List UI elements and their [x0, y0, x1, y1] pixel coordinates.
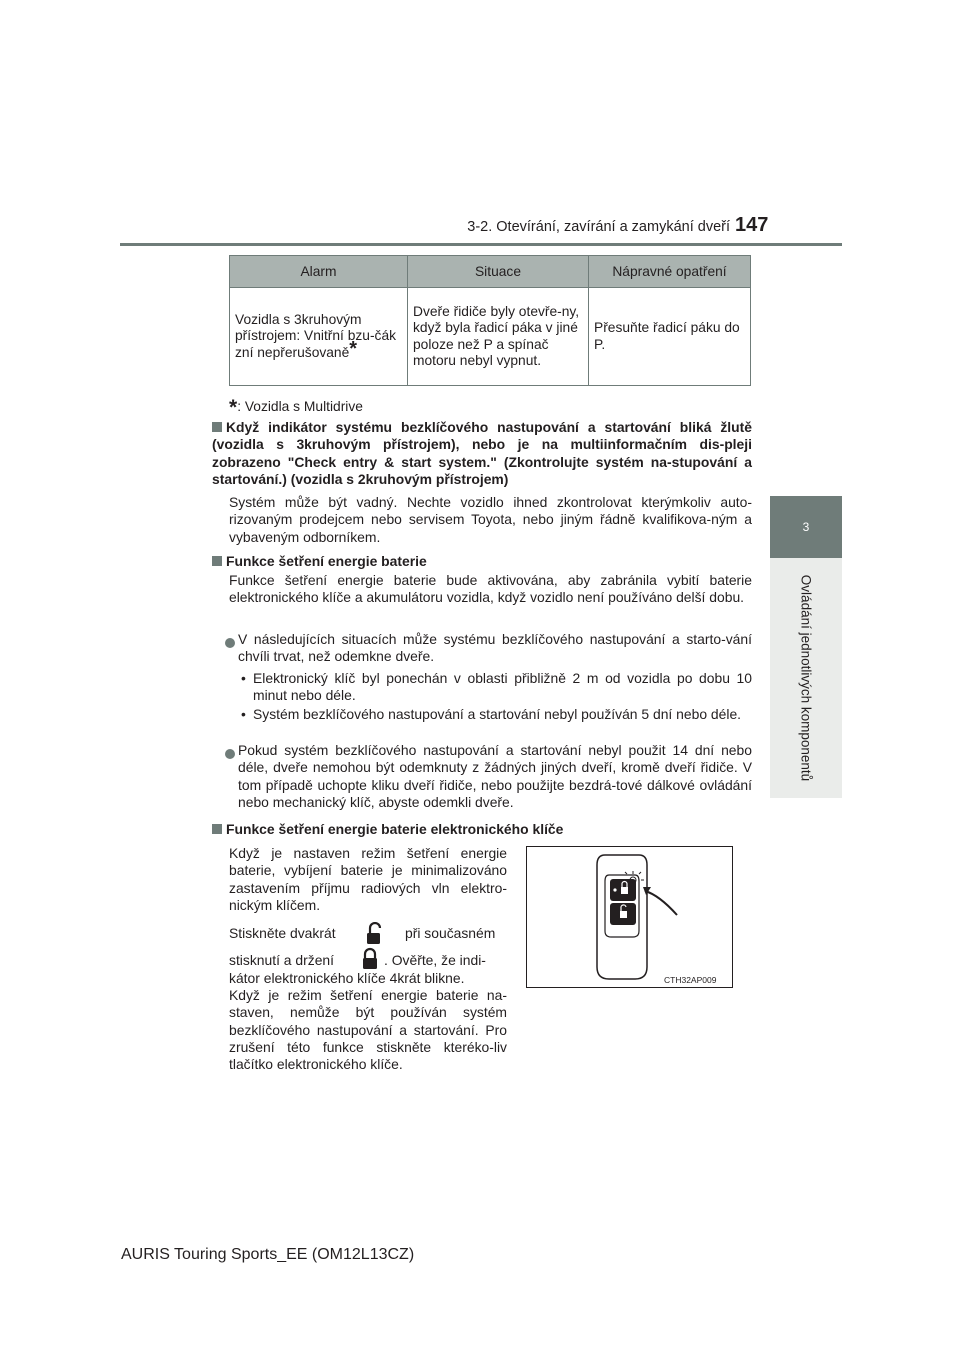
heading-check-system: Když indikátor systému bezklíčového nastupování a startování bliká žlutě (vozidla s 3kruhovým přístrojem), nebo je na multiinformačním dis-pleji zobrazeno "Check entry & start system." (Zkontrolujte systém na-stupování a startování.) (vozidla s 2kruhovým přístrojem) — [212, 419, 752, 487]
page-number: 147 — [735, 214, 769, 236]
list-item: Systém bezklíčového nastupování a startování nebyl používán 5 dní nebo déle. — [253, 706, 742, 722]
table-cell-alarm — [230, 288, 408, 386]
paragraph: Když je režim šetření energie baterie na-staven, nemůže být používán systém bezklíčového nastupování a startování. Pro zrušení této funkce stiskněte kteréko-liv tlačítko elektronického klíče. — [229, 987, 507, 1073]
table-header-alarm: Alarm — [230, 256, 408, 288]
square-bullet-icon — [212, 422, 222, 432]
footnote-star: * — [229, 396, 238, 419]
paragraph: Systém může být vadný. Nechte vozidlo ihned zkontrolovat kterýmkoliv auto-rizovaným prodejcem nebo servisem Toyota, nebo jiným řádně kvalifikova-ným a vybaveným odborníkem. — [229, 494, 752, 545]
paragraph: Funkce šetření energie baterie bude aktivována, aby zabránila vybití baterie elektronického klíče a akumulátoru vozidla, když vozidlo není používáno delší dobu. — [229, 572, 752, 606]
list-item: Elektronický klíč byl ponechán v oblasti přibližně 2 m od vozidla po dobu 10 minut nebo déle. — [253, 670, 752, 704]
heading-battery-saving: Funkce šetření energie baterie — [226, 553, 427, 569]
section-heading — [212, 553, 752, 570]
table-cell-situation: Dveře řidiče byly otevře-ny, když byla řadicí páka v jiné poloze než P a spínač motoru nebyl vypnut. — [408, 288, 589, 386]
footnote — [229, 393, 363, 417]
chapter-number: 3 — [802, 520, 810, 534]
list-item: Pokud systém bezklíčového nastupování a startování nebyl použit 14 dní nebo déle, dveře nemohou být odemknuty z žádných jiných dveří, kromě dveří řidiče. V tom případě uchopte kliku dveří řidiče, nebo použijte bezdrá-tové dálkové ovládání nebo mechanický klíč, abyste odemkli dveře. — [238, 742, 752, 810]
table-header-situation: Situace — [408, 256, 589, 288]
dash-bullet: • — [241, 670, 246, 686]
unlock-icon — [365, 922, 383, 946]
section-heading — [212, 821, 752, 838]
text-fragment: . Ověřte, že indi- — [384, 952, 486, 968]
square-bullet-icon — [212, 556, 222, 566]
circle-bullet-icon — [225, 635, 235, 653]
image-caption: CTH32AP009 — [664, 975, 717, 985]
table-header-action: Nápravné opatření — [589, 256, 751, 288]
section-heading — [212, 419, 752, 488]
text-fragment: stisknutí a držení — [229, 952, 335, 968]
footer-model: AURIS Touring Sports_EE (OM12L13CZ) — [121, 1246, 415, 1263]
section-title: 3-2. Otevírání, zavírání a zamykání dveří — [467, 219, 730, 235]
key-illustration — [526, 846, 733, 988]
list-item: V následujících situacích může systému bezklíčového nastupování a starto-vání chvíli trvat, než odemkne dveře. — [238, 631, 752, 665]
paragraph: Když je nastaven režim šetření energie baterie, vybíjení baterie je minimalizováno zastavením příjmu radiových vln elektro-nickým klíčem. — [229, 845, 507, 913]
paragraph: kátor elektronického klíče 4krát blikne. — [229, 970, 465, 986]
alarm-table — [229, 255, 751, 386]
table-header-row — [230, 256, 751, 288]
lock-icon — [361, 947, 379, 971]
dash-bullet: • — [241, 706, 246, 722]
footnote-text: : Vozidla s Multidrive — [237, 399, 363, 414]
footnote-mark: * — [349, 338, 358, 361]
circle-bullet-icon — [225, 746, 235, 764]
table-row — [230, 288, 751, 386]
alarm-text: Vozidla s 3kruhovým přístrojem: Vnitřní bzu-čák zní nepřerušovaně — [235, 311, 397, 360]
square-bullet-icon — [212, 824, 222, 834]
table-cell-action: Přesuňte řadicí páku do P. — [589, 288, 751, 386]
header-rule — [120, 243, 842, 246]
text-fragment: při současném — [405, 925, 496, 941]
text-fragment: Stiskněte dvakrát — [229, 925, 336, 941]
chapter-title: Ovládání jednotlivých komponentů — [798, 574, 814, 782]
heading-key-battery-saving: Funkce šetření energie baterie elektronického klíče — [226, 821, 564, 837]
